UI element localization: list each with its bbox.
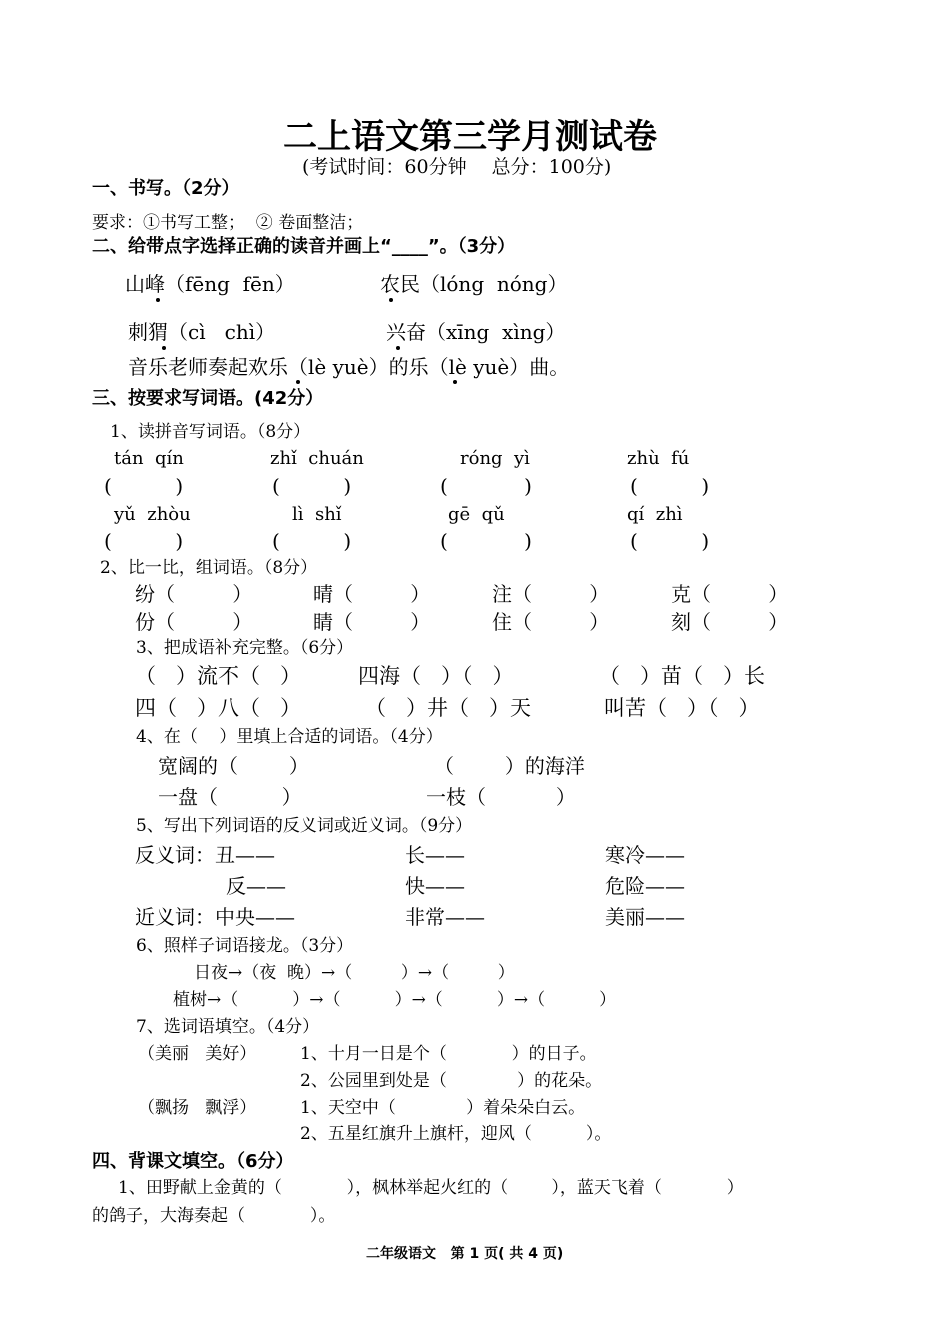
answer-blank[interactable]: ( ) bbox=[440, 474, 532, 498]
answer-blank[interactable]: ( ) bbox=[104, 529, 184, 553]
section-2-heading: 二、给带点字选择正确的读音并画上“____”。（3分） bbox=[92, 236, 516, 257]
choice-sentence[interactable]: 2、公园里到处是（ ）的花朵。 bbox=[300, 1071, 603, 1091]
idiom-item[interactable]: （ ）流不（ ） bbox=[135, 664, 302, 688]
q5-title: 5、写出下列词语的反义词或近义词。（9分） bbox=[136, 816, 473, 836]
emphasis-dot bbox=[296, 380, 300, 384]
pinyin-word: zhù fú bbox=[627, 448, 690, 469]
idiom-item[interactable]: （ ）苗（ ）长 bbox=[599, 664, 766, 688]
synonym-item[interactable]: 非常—— bbox=[405, 905, 485, 929]
section-1-heading: 一、书写。（2分） bbox=[92, 178, 240, 199]
chain-row[interactable]: 日夜→（夜 晚）→（ ）→（ ） bbox=[194, 963, 515, 983]
compare-item[interactable]: 刻（ ） bbox=[671, 610, 789, 634]
answer-blank[interactable]: ( ) bbox=[630, 529, 710, 553]
compare-item[interactable]: 晴（ ） bbox=[313, 582, 431, 606]
idiom-item[interactable]: 叫苦（ ）（ ） bbox=[604, 696, 760, 720]
section-4-heading: 四、背课文填空。（6分） bbox=[92, 1151, 294, 1172]
section-3-heading: 三、按要求写词语。(42分） bbox=[92, 388, 324, 409]
choice-sentence[interactable]: 1、天空中（ ）着朵朵白云。 bbox=[300, 1098, 586, 1118]
choice-sentence[interactable]: 2、五星红旗升上旗杆，迎风（ ）。 bbox=[300, 1124, 612, 1144]
antonym-item[interactable]: 长—— bbox=[405, 843, 465, 867]
answer-blank[interactable]: ( ) bbox=[630, 474, 710, 498]
idiom-item[interactable]: （ ）井（ ）天 bbox=[365, 696, 532, 720]
compare-item[interactable]: 睛（ ） bbox=[313, 610, 431, 634]
recite-line[interactable]: 1、田野献上金黄的（ ），枫林举起火红的（ ），蓝天飞着（ ） bbox=[118, 1178, 744, 1198]
q7-title: 7、选词语填空。（4分） bbox=[136, 1017, 320, 1037]
fill-item[interactable]: 一枝（ ） bbox=[426, 785, 576, 809]
chain-row[interactable]: 植树→（ ）→（ ）→（ ）→（ ） bbox=[173, 990, 617, 1010]
compare-item[interactable]: 份（ ） bbox=[135, 610, 253, 634]
q6-title: 6、照样子词语接龙。（3分） bbox=[136, 936, 354, 956]
compare-item[interactable]: 住（ ） bbox=[492, 610, 610, 634]
pinyin-item-1: 山峰（fēng fēn） bbox=[125, 272, 295, 296]
antonym-item[interactable]: 反义词：丑—— bbox=[135, 843, 275, 867]
antonym-item[interactable]: 危险—— bbox=[605, 874, 685, 898]
answer-blank[interactable]: ( ) bbox=[440, 529, 532, 553]
q4-title: 4、在（ ）里填上合适的词语。（4分） bbox=[136, 727, 443, 747]
emphasis-dot bbox=[156, 298, 160, 302]
page-footer: 二年级语文 第 1 页( 共 4 页) bbox=[366, 1246, 564, 1262]
pinyin-word: gē qǔ bbox=[448, 504, 505, 525]
synonym-item[interactable]: 美丽—— bbox=[605, 905, 685, 929]
pinyin-word: tán qín bbox=[114, 448, 184, 469]
emphasis-dot bbox=[396, 346, 400, 350]
compare-item[interactable]: 注（ ） bbox=[492, 582, 610, 606]
emphasis-dot bbox=[162, 346, 166, 350]
compare-item[interactable]: 克（ ） bbox=[671, 582, 789, 606]
section-1-requirement: 要求：①书写工整； ② 卷面整洁； bbox=[92, 213, 364, 233]
page-subtitle: (考试时间：60分钟 总分：100分) bbox=[302, 156, 612, 178]
answer-blank[interactable]: ( ) bbox=[272, 529, 352, 553]
antonym-item[interactable]: 寒冷—— bbox=[605, 843, 685, 867]
antonym-item[interactable]: 反—— bbox=[226, 874, 286, 898]
recite-line[interactable]: 的鸽子，大海奏起（ ）。 bbox=[92, 1206, 336, 1226]
q2-title: 2、比一比，组词语。（8分） bbox=[100, 558, 318, 578]
pinyin-item-2: 农民（lóng nóng） bbox=[380, 272, 568, 296]
choice-sentence[interactable]: 1、十月一日是个（ ）的日子。 bbox=[300, 1044, 597, 1064]
emphasis-dot bbox=[453, 380, 457, 384]
synonym-item[interactable]: 近义词：中央—— bbox=[135, 905, 295, 929]
answer-blank[interactable]: ( ) bbox=[272, 474, 352, 498]
fill-item[interactable]: （ ）的海洋 bbox=[434, 754, 585, 778]
pinyin-item-5: 音乐老师奏起欢乐（lè yuè）的乐（lè yuè）曲。 bbox=[128, 355, 570, 379]
word-choice-group: （飘扬 飘浮） bbox=[138, 1098, 257, 1118]
emphasis-dot bbox=[389, 298, 393, 302]
fill-item[interactable]: 宽阔的（ ） bbox=[158, 754, 309, 778]
q3-title: 3、把成语补充完整。（6分） bbox=[136, 638, 354, 658]
pinyin-item-3: 刺猬（cì chì） bbox=[128, 320, 276, 344]
pinyin-word: róng yì bbox=[460, 448, 530, 469]
pinyin-word: lì shǐ bbox=[292, 504, 342, 525]
page-title: 二上语文第三学月测试卷 bbox=[283, 117, 657, 157]
answer-blank[interactable]: ( ) bbox=[104, 474, 184, 498]
idiom-item[interactable]: 四海（ ）（ ） bbox=[358, 664, 514, 688]
q1-title: 1、读拼音写词语。（8分） bbox=[110, 422, 311, 442]
pinyin-word: zhǐ chuán bbox=[270, 448, 364, 469]
antonym-item[interactable]: 快—— bbox=[405, 874, 465, 898]
idiom-item[interactable]: 四（ ）八（ ） bbox=[135, 696, 302, 720]
pinyin-item-4: 兴奋（xīng xìng） bbox=[386, 320, 566, 344]
pinyin-word: yǔ zhòu bbox=[114, 504, 191, 525]
compare-item[interactable]: 纷（ ） bbox=[135, 582, 253, 606]
word-choice-group: （美丽 美好） bbox=[138, 1044, 257, 1064]
pinyin-word: qí zhì bbox=[627, 504, 683, 525]
fill-item[interactable]: 一盘（ ） bbox=[158, 785, 302, 809]
